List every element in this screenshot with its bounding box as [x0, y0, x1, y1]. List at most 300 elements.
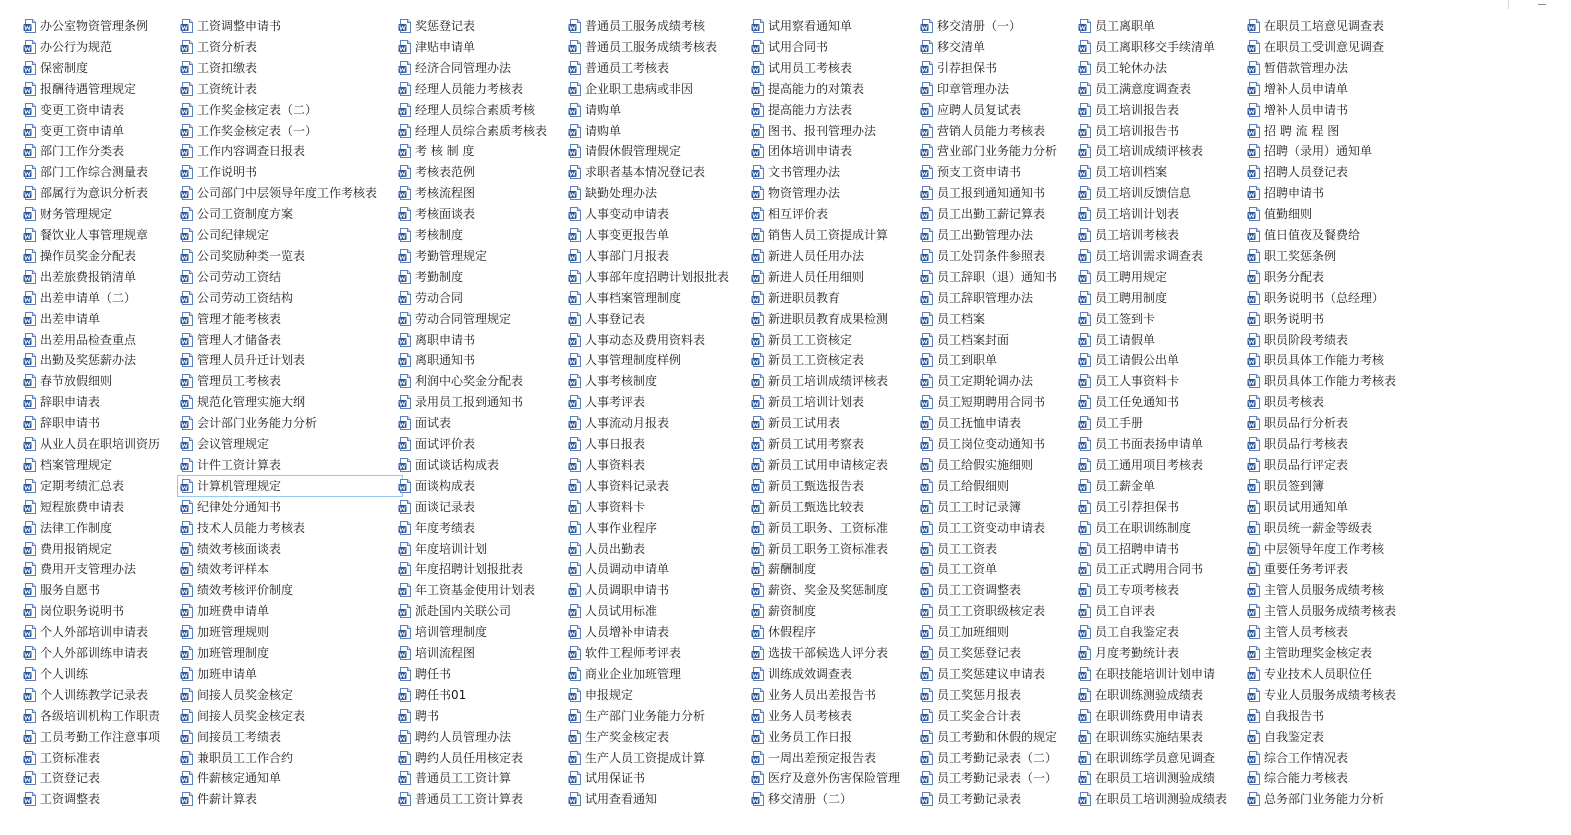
file-item-label: 员工满意度调查表 — [1095, 81, 1192, 96]
word-document-icon — [180, 333, 194, 347]
word-document-icon — [920, 521, 934, 535]
file-item-label: 岗位职务说明书 — [40, 604, 125, 619]
file-item-label: 工资调整申请书 — [197, 19, 282, 33]
file-item-label: 考勤制度 — [415, 269, 464, 284]
word-document-icon — [180, 374, 194, 388]
word-document-icon — [23, 395, 37, 409]
file-item-label: 服务自愿书 — [40, 583, 101, 598]
word-document-icon — [751, 792, 765, 806]
file-item-label: 文书管理办法 — [768, 165, 841, 180]
word-document-icon — [568, 437, 582, 451]
file-item-label: 在职员工受训意见调查 — [1264, 39, 1385, 54]
word-document-icon — [568, 416, 582, 430]
file-item-label: 暂借款管理办法 — [1264, 60, 1349, 75]
file-item-label: 个人外部培训申请表 — [40, 625, 149, 640]
word-document-icon — [920, 792, 934, 806]
word-document-icon — [920, 583, 934, 597]
word-document-icon — [180, 312, 194, 326]
word-document-icon — [920, 604, 934, 618]
file-item-label: 计件工资计算表 — [197, 457, 282, 472]
file-item-label: 在职员工培训测验成绩 — [1095, 771, 1216, 786]
file-item-label: 变更工资申请单 — [40, 123, 125, 138]
file-item-label: 部门工作综合测量表 — [40, 165, 149, 180]
word-document-icon — [1078, 562, 1092, 576]
file-item-label: 职员品行考核表 — [1264, 437, 1349, 451]
file-item-label: 职工奖惩条例 — [1264, 248, 1337, 263]
word-document-icon — [23, 82, 37, 96]
word-document-icon — [23, 40, 37, 54]
file-item-label: 试用合同书 — [768, 39, 829, 54]
word-document-icon — [398, 228, 412, 242]
file-item-label: 员工出勤管理办法 — [937, 228, 1034, 242]
file-item-label: 员工报到通知通知书 — [937, 186, 1046, 201]
file-item-label: 加班费申请单 — [197, 604, 270, 619]
file-item-label: 经理人员综合素质考核 — [415, 102, 536, 117]
word-document-icon — [568, 249, 582, 263]
word-document-icon — [1078, 186, 1092, 200]
file-item-label: 图书、报刊管理办法 — [768, 123, 877, 138]
file-item-label: 各级培训机构工作职责 — [40, 708, 161, 723]
word-document-icon — [920, 751, 934, 765]
word-document-icon — [920, 82, 934, 96]
word-document-icon — [23, 771, 37, 785]
file-item-label: 职员品行评定表 — [1264, 457, 1349, 472]
file-item-label: 间接人员奖金核定 — [197, 687, 294, 702]
word-document-icon — [180, 625, 194, 639]
word-document-icon — [180, 165, 194, 179]
file-item-label: 离职通知书 — [415, 353, 476, 368]
file-item-label: 提高能力方法表 — [768, 102, 853, 117]
file-item[interactable] — [178, 476, 402, 496]
word-document-icon — [751, 40, 765, 54]
file-item-label: 工资调整表 — [40, 792, 101, 807]
word-document-icon — [23, 124, 37, 138]
file-item-label: 在职员工培意见调查表 — [1264, 19, 1385, 33]
file-item-label: 员工培训考核表 — [1095, 228, 1180, 242]
file-item-label: 人事部年度招聘计划报批表 — [585, 269, 730, 284]
file-item-label: 公司奖励种类一览表 — [197, 248, 306, 263]
word-document-icon — [180, 562, 194, 576]
word-document-icon — [23, 103, 37, 117]
file-item-label: 移交清册（一） — [937, 19, 1022, 33]
file-item-label: 新员工试用申请核定表 — [768, 457, 889, 472]
file-item-label: 管理员工考核表 — [197, 374, 282, 389]
file-item-label: 新员工试用表 — [768, 416, 841, 431]
word-document-icon — [751, 479, 765, 493]
file-item-label: 试用查看通知 — [585, 792, 658, 807]
file-item-label: 出勤及奖惩薪办法 — [40, 353, 137, 368]
file-item-label: 软件工程师考评表 — [585, 646, 682, 660]
file-item-label: 职员具体工作能力考核表 — [1264, 374, 1397, 389]
file-item-label: 员工签到卡 — [1095, 311, 1156, 326]
file-item-label: 间接员工考绩表 — [197, 729, 282, 744]
word-document-icon — [180, 500, 194, 514]
word-document-icon — [568, 709, 582, 723]
file-item-label: 人事资料表 — [585, 457, 646, 472]
word-document-icon — [1247, 249, 1261, 263]
word-document-icon — [180, 709, 194, 723]
word-document-icon — [1078, 437, 1092, 451]
word-document-icon — [920, 771, 934, 785]
word-document-icon — [1247, 312, 1261, 326]
file-item-label: 员工考勤记录表 — [937, 792, 1022, 807]
word-document-icon — [180, 103, 194, 117]
file-item-label: 聘约人员管理办法 — [415, 729, 512, 744]
word-document-icon — [1247, 646, 1261, 660]
file-item-label: 在职训练费用申请表 — [1095, 708, 1204, 723]
word-document-icon — [568, 771, 582, 785]
file-item-label: 员工离职移交手续清单 — [1095, 39, 1216, 54]
file-item-label: 员工书面表扬申请单 — [1095, 437, 1204, 451]
file-item-label: 生产部门业务能力分析 — [585, 708, 706, 723]
file-item-label: 生产奖金核定表 — [585, 729, 670, 744]
word-document-icon — [398, 144, 412, 158]
file-item-label: 在职训练测验成绩表 — [1095, 687, 1204, 702]
word-document-icon — [398, 207, 412, 221]
word-document-icon — [180, 228, 194, 242]
word-document-icon — [568, 688, 582, 702]
word-document-icon — [1078, 291, 1092, 305]
word-document-icon — [180, 395, 194, 409]
file-item-label: 预支工资申请书 — [937, 165, 1022, 180]
word-document-icon — [920, 228, 934, 242]
word-document-icon — [1078, 458, 1092, 472]
word-document-icon — [1078, 124, 1092, 138]
file-item-label: 件薪计算表 — [197, 792, 258, 807]
file-item-label: 管理人员升迁计划表 — [197, 353, 306, 368]
word-document-icon — [568, 165, 582, 179]
file-item-label: 新员工甄选比较表 — [768, 499, 865, 514]
file-item-label: 工作奖金核定表（二） — [197, 102, 318, 117]
file-item-label: 个人训练 — [40, 666, 89, 681]
word-document-icon — [1247, 19, 1261, 33]
file-item-label: 公司纪律规定 — [197, 228, 270, 242]
word-document-icon — [1078, 479, 1092, 493]
file-item-label: 在职员工培训测验成绩表 — [1095, 792, 1228, 807]
file-list — [0, 16, 1571, 835]
word-document-icon — [1078, 40, 1092, 54]
file-item-label: 增补人员申请书 — [1264, 102, 1349, 117]
file-item-label: 人事部门月报表 — [585, 248, 670, 263]
word-document-icon — [1247, 604, 1261, 618]
file-item-label: 自我报告书 — [1264, 708, 1325, 723]
file-item-label: 员工工资单 — [937, 562, 998, 577]
file-item-label: 提高能力的对策表 — [768, 81, 865, 96]
word-document-icon — [568, 353, 582, 367]
word-document-icon — [23, 751, 37, 765]
file-item-label: 报酬待遇管理规定 — [40, 81, 137, 96]
file-item-label: 职务说明书（总经理） — [1264, 290, 1385, 305]
word-document-icon — [398, 583, 412, 597]
word-document-icon — [180, 207, 194, 221]
file-item-label: 主管人员考核表 — [1264, 625, 1349, 640]
file-item-label: 会计部门业务能力分析 — [197, 416, 318, 431]
file-item-label: 员工工资调整表 — [937, 583, 1022, 598]
word-document-icon — [180, 353, 194, 367]
word-document-icon — [920, 312, 934, 326]
word-document-icon — [180, 40, 194, 54]
word-document-icon — [568, 333, 582, 347]
file-item-label: 员工任免通知书 — [1095, 395, 1180, 410]
word-document-icon — [920, 730, 934, 744]
word-document-icon — [23, 207, 37, 221]
word-document-icon — [920, 437, 934, 451]
file-item-label: 餐饮业人事管理规章 — [40, 228, 149, 242]
file-item-label: 员工自评表 — [1095, 604, 1156, 619]
file-item-label: 人员增补申请表 — [585, 625, 670, 640]
word-document-icon — [23, 165, 37, 179]
minimize-icon[interactable] — [1538, 4, 1546, 5]
word-document-icon — [920, 249, 934, 263]
word-document-icon — [568, 40, 582, 54]
word-document-icon — [920, 270, 934, 284]
file-item-label: 员工岗位变动通知书 — [937, 437, 1046, 451]
word-document-icon — [398, 479, 412, 493]
file-item-label: 职员统一薪金等级表 — [1264, 520, 1373, 535]
file-item-label: 自我鉴定表 — [1264, 729, 1325, 744]
file-item-label: 员工工资表 — [937, 541, 998, 556]
word-document-icon — [398, 312, 412, 326]
file-item-label: 员工培训反馈信息 — [1095, 186, 1192, 201]
file-item-label: 普通员工工资计算 — [415, 771, 512, 786]
file-item-label: 薪酬制度 — [768, 562, 817, 577]
file-item-label: 离职申请书 — [415, 332, 476, 347]
word-document-icon — [23, 604, 37, 618]
word-document-icon — [398, 688, 412, 702]
word-document-icon — [568, 542, 582, 556]
file-item-label: 请购单 — [585, 123, 622, 138]
word-document-icon — [1078, 771, 1092, 785]
word-document-icon — [1247, 667, 1261, 681]
file-item-label: 一周出差预定报告表 — [768, 750, 877, 765]
word-document-icon — [920, 291, 934, 305]
file-item-label: 员工请假单 — [1095, 332, 1156, 347]
file-item-label: 面试评价表 — [415, 437, 476, 451]
file-item-label: 工资扣缴表 — [197, 60, 258, 75]
word-document-icon — [23, 730, 37, 744]
file-item-label: 出差用品检查重点 — [40, 332, 137, 347]
word-document-icon — [920, 542, 934, 556]
word-document-icon — [920, 103, 934, 117]
word-document-icon — [751, 604, 765, 618]
word-document-icon — [398, 500, 412, 514]
file-item-label: 录用员工报到通知书 — [415, 395, 524, 410]
word-document-icon — [1247, 291, 1261, 305]
file-item-label: 劳动合同 — [415, 290, 464, 305]
word-document-icon — [1078, 312, 1092, 326]
word-document-icon — [920, 667, 934, 681]
word-document-icon — [1078, 207, 1092, 221]
word-document-icon — [751, 144, 765, 158]
divider — [1508, 0, 1509, 9]
word-document-icon — [568, 186, 582, 200]
word-document-icon — [23, 521, 37, 535]
word-document-icon — [1247, 144, 1261, 158]
file-item-label: 聘书 — [415, 708, 440, 723]
word-document-icon — [920, 186, 934, 200]
file-item-label: 薪资、奖金及奖惩制度 — [768, 583, 889, 598]
file-item-label: 人员调职申请书 — [585, 583, 670, 598]
word-document-icon — [23, 562, 37, 576]
file-item-label: 员工自我鉴定表 — [1095, 625, 1180, 640]
file-item-label: 员工引荐担保书 — [1095, 499, 1180, 514]
file-item-label: 移交清单 — [937, 39, 986, 54]
word-document-icon — [751, 395, 765, 409]
word-document-icon — [1078, 625, 1092, 639]
file-item-label: 普通员工考核表 — [585, 60, 670, 75]
file-item-label: 请假休假管理规定 — [585, 144, 682, 159]
file-item-label: 职务说明书 — [1264, 311, 1325, 326]
word-document-icon — [920, 625, 934, 639]
file-item-label: 主管人员服务成绩考核表 — [1264, 604, 1397, 619]
word-document-icon — [398, 709, 412, 723]
word-document-icon — [568, 207, 582, 221]
word-document-icon — [180, 542, 194, 556]
file-item-label: 费用报销规定 — [40, 541, 113, 556]
file-item-label: 员工工时记录簿 — [937, 499, 1022, 514]
file-item-label: 相互评价表 — [768, 207, 829, 222]
file-item-label: 新员工甄选报告表 — [768, 478, 865, 493]
word-document-icon — [920, 709, 934, 723]
file-item-label: 工员考勤工作注意事项 — [40, 729, 161, 744]
file-item-label: 员工抚恤申请表 — [937, 416, 1022, 431]
word-document-icon — [1078, 667, 1092, 681]
word-document-icon — [1078, 792, 1092, 806]
word-document-icon — [751, 583, 765, 597]
file-item-label: 普通员工服务成绩考核表 — [585, 39, 718, 54]
word-document-icon — [180, 61, 194, 75]
word-document-icon — [1078, 353, 1092, 367]
word-document-icon — [180, 270, 194, 284]
file-item-label: 人事变动申请表 — [585, 207, 670, 222]
file-item-label: 会议管理规定 — [197, 437, 270, 451]
file-item-label: 员工档案封面 — [937, 332, 1010, 347]
file-item-label: 人事动态及费用资料表 — [585, 332, 706, 347]
file-item-label: 职员签到簿 — [1264, 478, 1325, 493]
file-item-label: 员工培训档案 — [1095, 165, 1168, 180]
word-document-icon — [568, 144, 582, 158]
file-item-label: 招聘人员登记表 — [1264, 165, 1349, 180]
file-item-label: 经理人员能力考核表 — [415, 81, 524, 96]
file-item-label: 重要任务考评表 — [1264, 562, 1349, 577]
file-item-label: 新进人员任用细则 — [768, 269, 865, 284]
word-document-icon — [1078, 521, 1092, 535]
file-item-label: 管理才能考核表 — [197, 311, 282, 326]
file-item-label: 工资分析表 — [197, 39, 258, 54]
file-item-label: 企业职工患病或非因 — [585, 81, 694, 96]
file-item-label: 从业人员在职培训资历 — [40, 437, 161, 451]
file-item-label: 休假程序 — [768, 625, 817, 640]
word-document-icon — [1078, 751, 1092, 765]
word-document-icon — [23, 61, 37, 75]
word-document-icon — [1078, 249, 1092, 263]
file-item-label: 员工工资职级核定表 — [937, 604, 1046, 619]
word-document-icon — [1078, 730, 1092, 744]
file-item-label: 员工离职单 — [1095, 19, 1156, 33]
file-item-label: 绩效考评样本 — [197, 562, 270, 577]
file-item-label: 保密制度 — [40, 60, 89, 75]
word-document-icon — [751, 207, 765, 221]
file-item-label: 办公室物资管理条例 — [40, 19, 149, 33]
word-document-icon — [751, 186, 765, 200]
file-item-label: 缺勤处理办法 — [585, 186, 658, 201]
file-item-label: 短程旅费申请表 — [40, 499, 125, 514]
file-item-label: 生产人员工资提成计算 — [585, 750, 706, 765]
word-document-icon — [1247, 333, 1261, 347]
file-item-label: 件薪核定通知单 — [197, 771, 282, 786]
word-document-icon — [1078, 19, 1092, 33]
file-item-label: 加班管理制度 — [197, 646, 270, 660]
file-item-label: 人事登记表 — [585, 311, 646, 326]
word-document-icon — [568, 667, 582, 681]
file-item-label: 公司工资制度方案 — [197, 207, 294, 222]
file-item-label: 员工聘用制度 — [1095, 290, 1168, 305]
word-document-icon — [1247, 730, 1261, 744]
word-document-icon — [1247, 751, 1261, 765]
word-document-icon — [398, 270, 412, 284]
file-item-label: 招聘（录用）通知单 — [1264, 144, 1373, 159]
word-document-icon — [23, 186, 37, 200]
word-document-icon — [180, 479, 194, 493]
word-document-icon — [920, 124, 934, 138]
file-item-label: 员工短期聘用合同书 — [937, 395, 1046, 410]
file-item-label: 销售人员工资提成计算 — [768, 228, 889, 242]
word-document-icon — [1247, 395, 1261, 409]
word-document-icon — [1247, 270, 1261, 284]
file-item-label: 员工考勤记录表（一） — [937, 771, 1058, 786]
file-item-label: 个人训练教学记录表 — [40, 687, 149, 702]
word-document-icon — [398, 103, 412, 117]
word-document-icon — [23, 291, 37, 305]
file-item-label: 人事考核制度 — [585, 374, 658, 389]
word-document-icon — [1078, 144, 1092, 158]
word-document-icon — [398, 521, 412, 535]
file-item-label: 劳动合同管理规定 — [415, 311, 512, 326]
word-document-icon — [1247, 228, 1261, 242]
word-document-icon — [180, 82, 194, 96]
file-item-label: 工资登记表 — [40, 771, 101, 786]
file-item-label: 面试表 — [415, 416, 452, 431]
word-document-icon — [180, 124, 194, 138]
word-document-icon — [398, 437, 412, 451]
file-item-label: 聘约人员任用核定表 — [415, 750, 524, 765]
file-item-label: 新员工培训计划表 — [768, 395, 865, 410]
file-item-label: 商业企业加班管理 — [585, 666, 682, 681]
file-item-label: 移交清册（二） — [768, 792, 853, 807]
file-item-label: 员工轮休办法 — [1095, 60, 1168, 75]
file-item-label: 综合工作情况表 — [1264, 750, 1349, 765]
word-document-icon — [23, 416, 37, 430]
word-document-icon — [751, 165, 765, 179]
file-item-label: 值日值夜及餐费给 — [1264, 228, 1361, 242]
word-document-icon — [23, 228, 37, 242]
file-item-label: 考核流程图 — [415, 186, 476, 201]
file-item-label: 出差旅费报销清单 — [40, 269, 137, 284]
file-item-label: 培训管理制度 — [415, 625, 488, 640]
word-document-icon — [751, 19, 765, 33]
word-document-icon — [180, 437, 194, 451]
word-document-icon — [1247, 771, 1261, 785]
word-document-icon — [920, 40, 934, 54]
file-item-label: 普通员工服务成绩考核 — [585, 19, 706, 33]
file-item-label: 员工培训成绩评核表 — [1095, 144, 1204, 159]
word-document-icon — [180, 751, 194, 765]
file-item-label: 年度考绩表 — [415, 520, 476, 535]
file-item-label: 考核面谈表 — [415, 207, 476, 222]
file-item-label: 人事变更报告单 — [585, 228, 670, 242]
word-document-icon — [398, 353, 412, 367]
word-document-icon — [398, 186, 412, 200]
